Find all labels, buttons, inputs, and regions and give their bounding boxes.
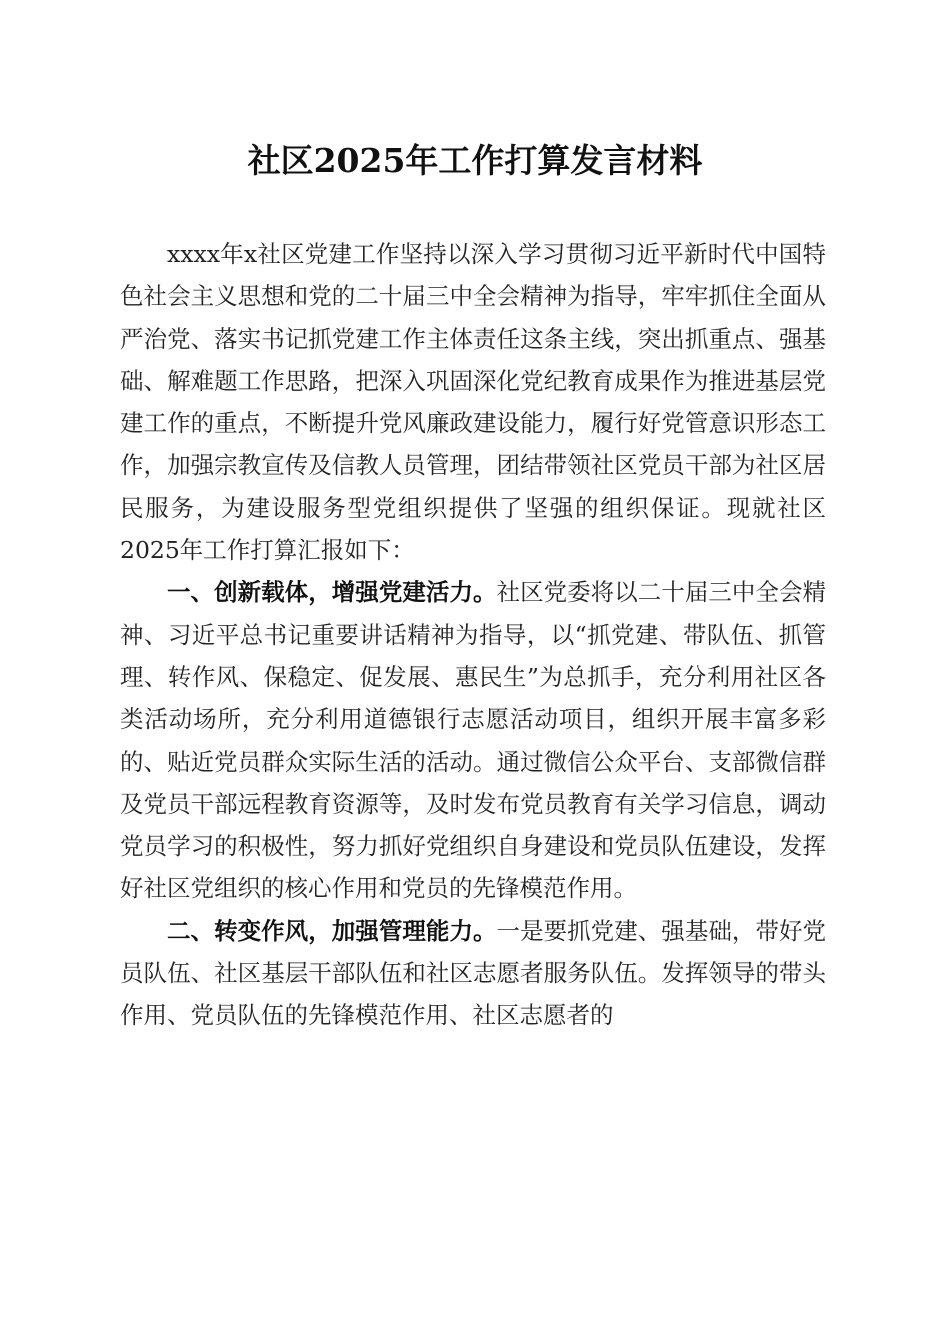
paragraph-intro xyxy=(120,233,826,571)
section-2-heading: 二、转变作风，加强管理能力。 xyxy=(167,916,497,945)
paragraph-section-2 xyxy=(120,910,826,1037)
paragraph-section-1 xyxy=(120,571,826,909)
section-1-heading: 一、创新载体，增强党建活力。 xyxy=(167,578,497,607)
document-body xyxy=(120,233,826,1037)
section-2-text: 一是要抓党建、强基础，带好党员队伍、社区基层干部队伍和社区志愿者服务队伍。发挥领导的带头作用、党员队伍的先锋模范作用、社区志愿者的 xyxy=(120,916,827,1030)
paragraph-intro-text: xxxx年x社区党建工作坚持以深入学习贯彻习近平新时代中国特色社会主义思想和党的二十届三中全会精神为指导，牢牢抓住全面从严治党、落实书记抓党建工作主体责任这条主线，突出抓重点、强基础、解难题工作思路，把深入巩固深化党纪教育成果作为推进基层党建工作的重点，不断提升党风廉政建设能力，履行好党管意识形态工作，加强宗教宣传及信教人员管理，团结带领社区党员干部为社区居民服务，为建设服务型党组织提供了坚强的组织保证。现就社区2025年工作打算汇报如下： xyxy=(120,240,826,565)
section-1-text: 社区党委将以二十届三中全会精神、习近平总书记重要讲话精神为指导，以“抓党建、带队伍、抓管理、转作风、保稳定、促发展、惠民生”为总抓手，充分利用社区各类活动场所，充分利用道德银行志愿活动项目，组织开展丰富多彩的、贴近党员群众实际生活的活动。通过微信公众平台、支部微信群及党员干部远程教育资源等，及时发布党员教育有关学习信息，调动党员学习的积极性，努力抓好党组织自身建设和党员队伍建设，发挥好社区党组织的核心作用和党员的先锋模范作用。 xyxy=(120,578,827,903)
document-title: 社区2025年工作打算发言材料 xyxy=(247,141,703,180)
